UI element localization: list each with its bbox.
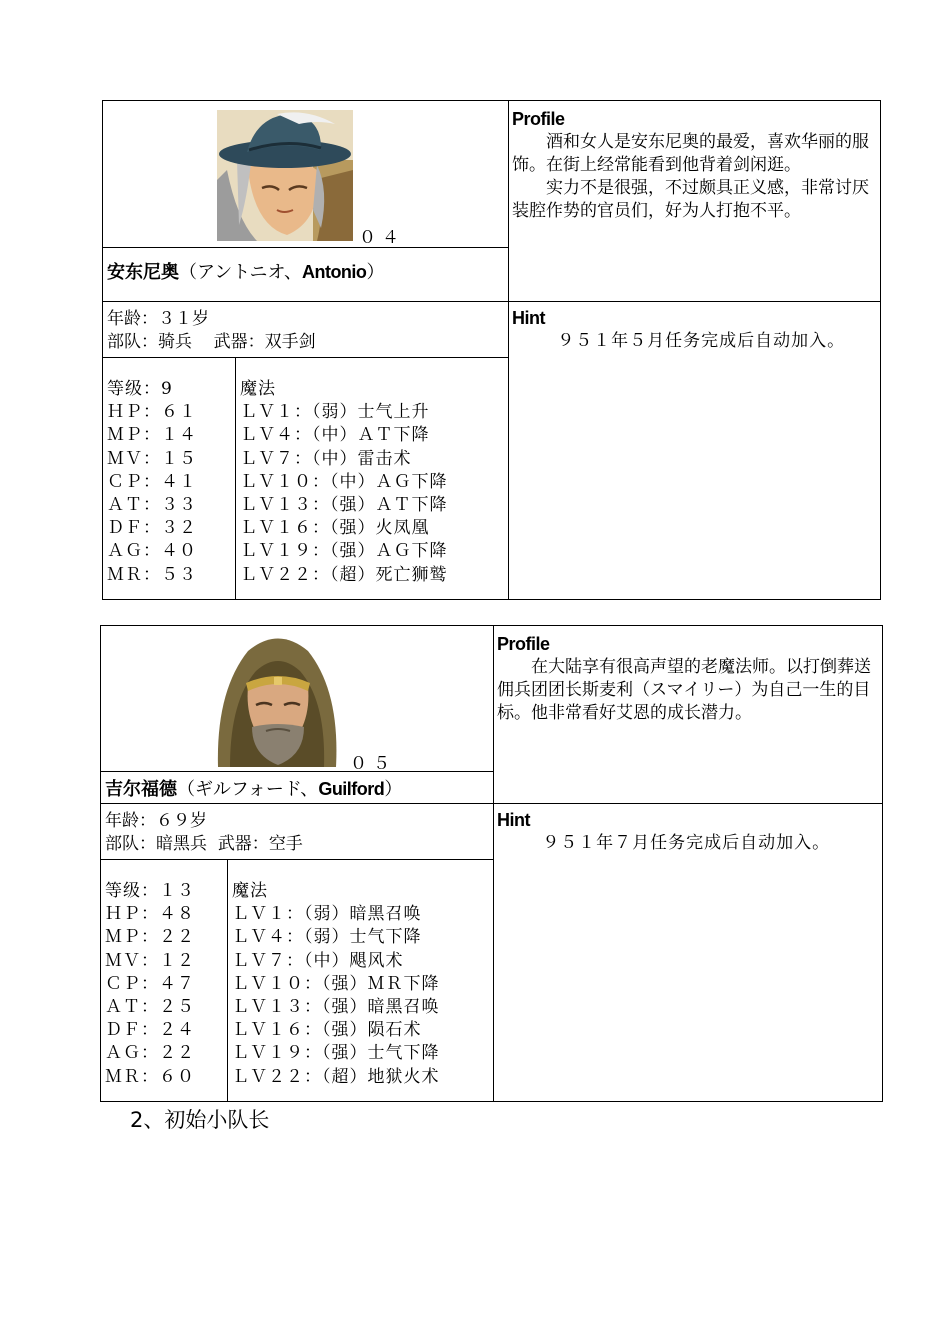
magic-item: ＬＶ１９：（强）ＡＧ下降 <box>240 541 448 562</box>
weapon-value: 双手剑 <box>264 332 316 352</box>
weapon-label: 武器： <box>217 834 269 854</box>
age-label: 年龄： <box>107 309 158 329</box>
magic-item: ＬＶ１９：（强）士气下降 <box>232 1043 440 1064</box>
stat-label: ＤＦ： <box>105 1020 159 1041</box>
character-number: ０４ <box>359 228 405 248</box>
name-close: ） <box>384 779 403 800</box>
character-name <box>101 772 493 801</box>
stat-value: ２２ <box>159 927 195 948</box>
stat-value: １５ <box>161 448 197 469</box>
age-value: ３１岁 <box>158 309 209 329</box>
magic-item: ＬＶ２２：（超）地狱火术 <box>232 1066 440 1087</box>
name-english: Antonio <box>301 262 367 282</box>
basic-info <box>103 302 508 354</box>
portrait-image <box>208 631 346 767</box>
stat-value: ２２ <box>159 1043 195 1064</box>
hint-cell <box>509 302 881 600</box>
portrait-cell <box>101 626 494 772</box>
stat-label: ＭＰ： <box>105 927 159 948</box>
magic-item: ＬＶ１３：（强）暗黑召唤 <box>232 997 440 1018</box>
hint-cell <box>494 804 883 1102</box>
magic-item: ＬＶ１０：（中）ＡＧ下降 <box>240 471 448 492</box>
stat-value: ４８ <box>159 904 195 925</box>
stat-label: ＡＧ： <box>105 1043 159 1064</box>
stat-label: ＭＲ： <box>107 564 161 585</box>
stat-value: １４ <box>161 425 197 446</box>
magic-item: ＬＶ１６：（强）火凤凰 <box>240 518 430 539</box>
name-close: ） <box>366 262 385 283</box>
weapon-label: 武器： <box>213 332 265 352</box>
character-table <box>100 625 883 1102</box>
hint-heading: Hint <box>497 810 530 830</box>
magic-item: ＬＶ１０：（强）ＭＲ下降 <box>232 973 440 994</box>
magic-item: ＬＶ１６：（强）陨石术 <box>232 1020 422 1041</box>
stat-value: ６０ <box>159 1066 195 1087</box>
profile-cell <box>494 626 883 804</box>
unit-label: 部队： <box>107 332 158 352</box>
portrait-image <box>217 110 353 241</box>
stat-label: ＡＴ： <box>107 495 161 516</box>
stat-label: ＭＰ： <box>107 425 161 446</box>
stat-value: ４７ <box>159 973 195 994</box>
stat-label: ＣＰ： <box>107 471 161 492</box>
stat-label: ＭＲ： <box>105 1066 159 1087</box>
stat-label: ＡＴ： <box>105 997 159 1018</box>
magic-item: ＬＶ４：（中）ＡＴ下降 <box>240 425 430 446</box>
name-english: Guilford <box>318 779 385 799</box>
stat-value: ４０ <box>161 541 197 562</box>
profile-paragraph: 酒和女人是安东尼奥的最爱，喜欢华丽的服饰。在街上经常能看到他背着剑闲逛。 <box>512 132 869 175</box>
character-number: ０５ <box>350 754 396 774</box>
magic-heading: 魔法 <box>240 379 276 399</box>
stat-label: ＭＶ： <box>105 950 159 971</box>
stat-value: １３ <box>159 881 195 901</box>
unit-label: 部队： <box>105 834 156 854</box>
character-name <box>103 248 508 284</box>
character-card-antonio <box>102 100 880 600</box>
name-japanese: （アントニオ、 <box>179 262 302 283</box>
profile-cell <box>509 101 881 302</box>
magic-item: ＬＶ７：（中）雷击术 <box>240 448 412 469</box>
stats-cell <box>103 358 236 600</box>
stat-label: 等级： <box>105 881 159 901</box>
hint-text: ９５１年７月任务完成后自动加入。 <box>542 833 831 853</box>
stat-value: ５３ <box>161 564 197 585</box>
age-label: 年龄： <box>105 811 156 831</box>
magic-heading: 魔法 <box>232 881 268 901</box>
stats-list <box>101 860 227 1089</box>
magic-item: ＬＶ７：（中）飓风术 <box>232 950 404 971</box>
magic-item: ＬＶ２２：（超）死亡狮鹫 <box>240 564 448 585</box>
stat-label: ＨＰ： <box>105 904 159 925</box>
info-cell <box>103 302 509 358</box>
name-japanese: （ギルフォード、 <box>177 779 319 800</box>
hint-text: ９５１年５月任务完成后自动加入。 <box>557 331 846 351</box>
magic-list <box>236 358 508 587</box>
stat-value: ２５ <box>159 997 195 1018</box>
stat-value: ４１ <box>161 471 197 492</box>
stat-label: 等级： <box>107 379 161 399</box>
profile-heading: Profile <box>497 634 550 654</box>
profile-heading: Profile <box>512 109 565 129</box>
profile-paragraph: 在大陆享有很高声望的老魔法师。以打倒葬送佣兵团团长斯麦利（スマイリー）为自己一生的目标。他非常看好艾恩的成长潜力。 <box>497 657 871 723</box>
weapon-value: 空手 <box>268 834 303 854</box>
portrait-cell <box>103 101 509 248</box>
stats-list <box>103 358 235 587</box>
magic-cell <box>228 860 494 1102</box>
unit-value: 暗黑兵 <box>156 834 207 854</box>
name-chinese: 吉尔福德 <box>105 779 177 800</box>
unit-value: 骑兵 <box>158 332 192 352</box>
character-card-guilford <box>100 625 882 1102</box>
age-value: ６９岁 <box>156 811 207 831</box>
stat-value: ６１ <box>161 402 197 423</box>
antonio-portrait-icon <box>217 110 353 241</box>
character-table <box>102 100 881 600</box>
stat-label: ＡＧ： <box>107 541 161 562</box>
stat-label: ＤＦ： <box>107 518 161 539</box>
stat-value: ３２ <box>161 518 197 539</box>
magic-item: ＬＶ１３：（强）ＡＴ下降 <box>240 495 448 516</box>
section-title: 2、初始小队长 <box>130 1108 270 1132</box>
stat-label: ＭＶ： <box>107 448 161 469</box>
stats-cell <box>101 860 228 1102</box>
name-cell <box>101 772 494 804</box>
magic-item: ＬＶ４：（弱）士气下降 <box>232 927 422 948</box>
stat-value: 9 <box>161 379 173 399</box>
profile-paragraph: 实力不是很强，不过颇具正义感，非常讨厌装腔作势的官员们，好为人打抱不平。 <box>512 178 869 221</box>
hint-heading: Hint <box>512 308 545 328</box>
guilford-portrait-icon <box>208 631 346 767</box>
stat-label: ＨＰ： <box>107 402 161 423</box>
name-cell <box>103 248 509 302</box>
stat-value: ３３ <box>161 495 197 516</box>
magic-cell <box>236 358 509 600</box>
stat-value: １２ <box>159 950 195 971</box>
name-chinese: 安东尼奥 <box>107 262 179 283</box>
magic-list <box>228 860 493 1089</box>
info-cell <box>101 804 494 860</box>
stat-value: ２４ <box>159 1020 195 1041</box>
stat-label: ＣＰ： <box>105 973 159 994</box>
magic-item: ＬＶ１：（弱）暗黑召唤 <box>232 904 422 925</box>
basic-info <box>101 804 493 856</box>
magic-item: ＬＶ１：（弱）士气上升 <box>240 402 430 423</box>
